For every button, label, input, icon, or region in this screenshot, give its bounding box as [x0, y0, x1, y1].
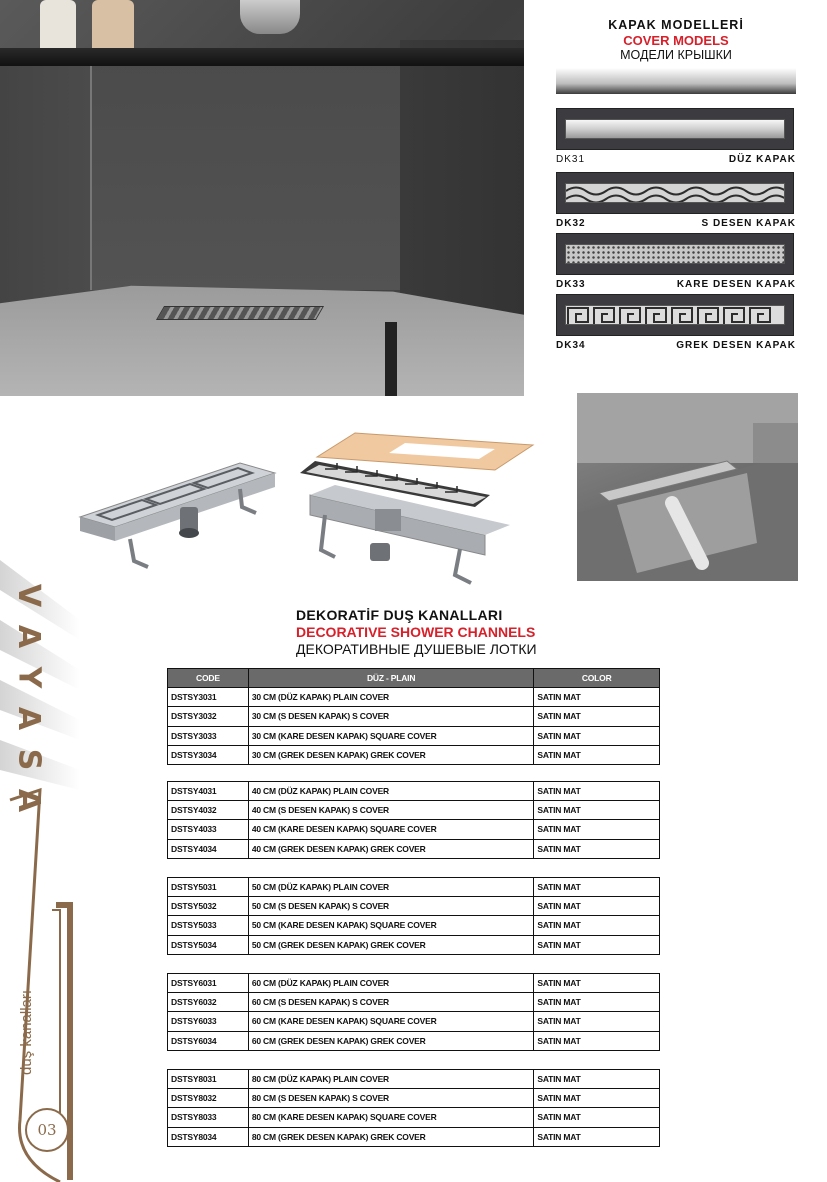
cover-name: S DESEN KAPAK: [701, 218, 796, 229]
hero-shower-photo: [0, 0, 524, 396]
cell-desc: 60 CM (GREK DESEN KAPAK) GREK COVER: [248, 1031, 534, 1050]
cover-code: DK34: [556, 340, 586, 351]
channel-render-assembled: [70, 455, 280, 575]
photo-wall-back: [90, 60, 400, 290]
cell-code: DSTSY6033: [168, 1012, 249, 1031]
cell-color: SATIN MAT: [534, 1127, 660, 1146]
cell-color: SATIN MAT: [534, 993, 660, 1012]
product-table-40: [167, 781, 660, 859]
cell-code: DSTSY3033: [168, 726, 249, 745]
cell-color: SATIN MAT: [534, 1012, 660, 1031]
table-row: [168, 839, 660, 858]
cell-code: DSTSY6031: [168, 974, 249, 993]
brand-letter: V: [11, 583, 47, 608]
cell-desc: 80 CM (KARE DESEN KAPAK) SQUARE COVER: [248, 1108, 534, 1127]
cell-code: DSTSY5033: [168, 916, 249, 935]
cell-desc: 30 CM (GREK DESEN KAPAK) GREK COVER: [248, 745, 534, 764]
s-wave-pattern-icon: [566, 184, 785, 203]
photo-trim: [385, 322, 397, 396]
cell-desc: 40 CM (GREK DESEN KAPAK) GREK COVER: [248, 839, 534, 858]
cover-item-dk31: [556, 108, 796, 165]
product-table-50: [167, 877, 660, 955]
page-number: 03: [25, 1108, 69, 1152]
table-row: [168, 1127, 660, 1146]
cell-desc: 80 CM (GREK DESEN KAPAK) GREK COVER: [248, 1127, 534, 1146]
header-plain: DÜZ - PLAIN: [248, 669, 534, 688]
table-row: [168, 1031, 660, 1050]
table-row: [168, 820, 660, 839]
cover-name: KARE DESEN KAPAK: [676, 279, 796, 290]
cell-color: SATIN MAT: [534, 688, 660, 707]
table-row: [168, 878, 660, 897]
cover-item-dk34: [556, 294, 796, 351]
cell-color: SATIN MAT: [534, 1089, 660, 1108]
cell-desc: 80 CM (DÜZ KAPAK) PLAIN COVER: [248, 1070, 534, 1089]
section-title: [296, 607, 537, 657]
table-row: [168, 745, 660, 764]
brand-letter: A: [11, 624, 47, 649]
brand-letter: A: [11, 706, 47, 731]
channel-render-exploded: [295, 425, 550, 595]
header-color: COLOR: [534, 669, 660, 688]
cell-desc: 40 CM (S DESEN KAPAK) S COVER: [248, 801, 534, 820]
cell-desc: 50 CM (S DESEN KAPAK) S COVER: [248, 897, 534, 916]
photo-bottle: [40, 0, 76, 48]
table-row: [168, 801, 660, 820]
cover-code: DK32: [556, 218, 586, 229]
cell-color: SATIN MAT: [534, 974, 660, 993]
cover-plate-square-pattern: [556, 233, 794, 275]
table-row: [168, 897, 660, 916]
cover-models-panel: [556, 18, 796, 94]
cell-desc: 40 CM (KARE DESEN KAPAK) SQUARE COVER: [248, 820, 534, 839]
cell-code: DSTSY3032: [168, 707, 249, 726]
cell-desc: 80 CM (S DESEN KAPAK) S COVER: [248, 1089, 534, 1108]
cover-plate-s-pattern: [556, 172, 794, 214]
cell-code: DSTSY4033: [168, 820, 249, 839]
cell-desc: 50 CM (GREK DESEN KAPAK) GREK COVER: [248, 935, 534, 954]
table-row: [168, 1089, 660, 1108]
cell-code: DSTSY4031: [168, 782, 249, 801]
brand-letter: Y: [11, 666, 47, 689]
cell-desc: 60 CM (KARE DESEN KAPAK) SQUARE COVER: [248, 1012, 534, 1031]
photo-tap: [240, 0, 300, 34]
table-row: [168, 726, 660, 745]
cover-item-dk32: [556, 172, 796, 229]
cell-color: SATIN MAT: [534, 1031, 660, 1050]
brand-letter: A: [11, 788, 47, 813]
table-row: [168, 1012, 660, 1031]
cell-code: DSTSY5034: [168, 935, 249, 954]
table-row: [168, 916, 660, 935]
brand-letter: S: [11, 748, 47, 771]
cell-color: SATIN MAT: [534, 1070, 660, 1089]
cell-code: DSTSY3031: [168, 688, 249, 707]
installation-photo-drawing: [577, 393, 798, 581]
sidebar-section-label: duş kanalları: [18, 989, 35, 1075]
cover-models-title-en: COVER MODELS: [623, 33, 729, 48]
cell-code: DSTSY5032: [168, 897, 249, 916]
cell-code: DSTSY8033: [168, 1108, 249, 1127]
cell-desc: 40 CM (DÜZ KAPAK) PLAIN COVER: [248, 782, 534, 801]
photo-shelf: [0, 48, 524, 66]
cover-models-gradient-bar: [556, 68, 796, 94]
cover-code: DK31: [556, 154, 586, 165]
cell-color: SATIN MAT: [534, 878, 660, 897]
photo-bottle: [92, 0, 134, 48]
cell-color: SATIN MAT: [534, 707, 660, 726]
table-row: [168, 1108, 660, 1127]
title-ru: ДЕКОРАТИВНЫЕ ДУШЕВЫЕ ЛОТКИ: [296, 641, 537, 657]
table-row: [168, 707, 660, 726]
product-table-60: [167, 973, 660, 1051]
table-row: [168, 993, 660, 1012]
cell-color: SATIN MAT: [534, 916, 660, 935]
cell-code: DSTSY4034: [168, 839, 249, 858]
cell-code: DSTSY5031: [168, 878, 249, 897]
table-row: [168, 974, 660, 993]
cover-item-dk33: [556, 233, 796, 290]
cell-color: SATIN MAT: [534, 801, 660, 820]
sidebar-brand: [11, 575, 47, 825]
cell-code: DSTSY8031: [168, 1070, 249, 1089]
product-table-30: [167, 668, 660, 765]
product-table-80: [167, 1069, 660, 1147]
cell-desc: 30 CM (S DESEN KAPAK) S COVER: [248, 707, 534, 726]
cell-desc: 50 CM (KARE DESEN KAPAK) SQUARE COVER: [248, 916, 534, 935]
cover-code: DK33: [556, 279, 586, 290]
grek-key-pattern-icon: [566, 306, 785, 325]
cell-color: SATIN MAT: [534, 726, 660, 745]
cell-code: DSTSY3034: [168, 745, 249, 764]
table-row: [168, 1070, 660, 1089]
cell-color: SATIN MAT: [534, 820, 660, 839]
photo-drain-channel: [156, 306, 324, 320]
cell-desc: 30 CM (KARE DESEN KAPAK) SQUARE COVER: [248, 726, 534, 745]
title-en: DECORATIVE SHOWER CHANNELS: [296, 624, 536, 640]
cell-code: DSTSY6034: [168, 1031, 249, 1050]
photo-wall-right: [400, 40, 524, 340]
cell-color: SATIN MAT: [534, 782, 660, 801]
header-code: CODE: [168, 669, 249, 688]
cell-code: DSTSY6032: [168, 993, 249, 1012]
cell-desc: 60 CM (S DESEN KAPAK) S COVER: [248, 993, 534, 1012]
cell-color: SATIN MAT: [534, 1108, 660, 1127]
cell-code: DSTSY4032: [168, 801, 249, 820]
cover-name: DÜZ KAPAK: [728, 154, 796, 165]
installation-photo: [577, 393, 798, 581]
title-tr: DEKORATİF DUŞ KANALLARI: [296, 607, 503, 623]
cell-code: DSTSY8034: [168, 1127, 249, 1146]
cell-desc: 60 CM (DÜZ KAPAK) PLAIN COVER: [248, 974, 534, 993]
cell-desc: 50 CM (DÜZ KAPAK) PLAIN COVER: [248, 878, 534, 897]
table-header-row: [168, 669, 660, 688]
cover-name: GREK DESEN KAPAK: [676, 340, 796, 351]
cell-color: SATIN MAT: [534, 745, 660, 764]
cell-desc: 30 CM (DÜZ KAPAK) PLAIN COVER: [248, 688, 534, 707]
cell-color: SATIN MAT: [534, 839, 660, 858]
cover-models-title-ru: МОДЕЛИ КРЫШКИ: [620, 48, 732, 62]
cover-plate-grek-pattern: [556, 294, 794, 336]
cell-color: SATIN MAT: [534, 897, 660, 916]
cell-color: SATIN MAT: [534, 935, 660, 954]
cover-plate-plain: [556, 108, 794, 150]
table-row: [168, 688, 660, 707]
cell-code: DSTSY8032: [168, 1089, 249, 1108]
table-row: [168, 935, 660, 954]
cover-models-title-tr: KAPAK MODELLERİ: [608, 18, 744, 32]
table-row: [168, 782, 660, 801]
